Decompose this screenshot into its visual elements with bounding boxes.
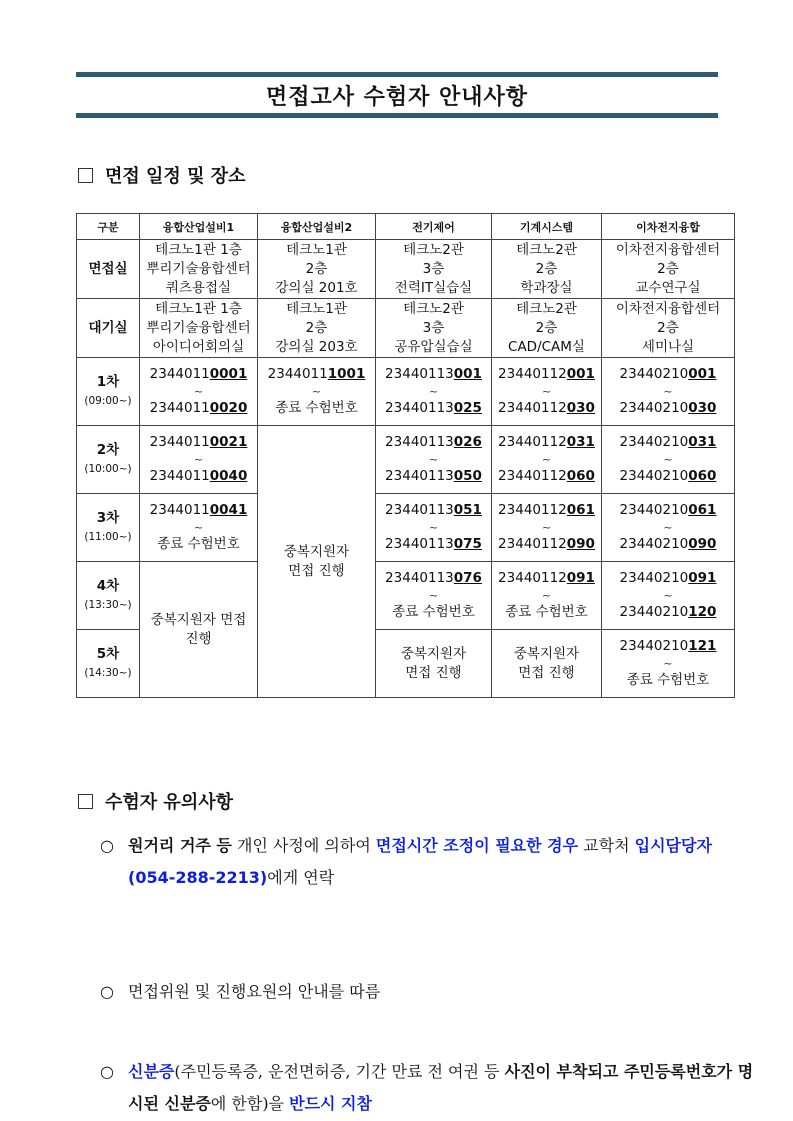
table-cell: 테크노2관 2층 CAD/CAM실 bbox=[492, 299, 602, 358]
range-cell: 23440112001 ~ 23440112030 bbox=[492, 358, 602, 426]
header-cell: 구분 bbox=[77, 214, 140, 240]
note-text: 에게 연락 bbox=[267, 868, 335, 887]
note-highlight: 신분증 bbox=[128, 1062, 175, 1081]
table-cell: 테크노2관 3층 전력IT실습실 bbox=[376, 240, 492, 299]
note-emphasis: 사진이 부착되고 주민등록번호가 명시된 신분증 bbox=[128, 1062, 754, 1113]
range-cell: 23440113076 ~ 종료 수험번호 bbox=[376, 562, 492, 630]
row-label: 면접실 bbox=[77, 240, 140, 299]
note-highlight: 반드시 지참 bbox=[289, 1094, 372, 1113]
table-cell: 테크노1관 1층 뿌리기술융합센터 쿼츠용접실 bbox=[140, 240, 258, 299]
header-cell: 기계시스템 bbox=[492, 214, 602, 240]
range-cell: 23440210061 ~ 23440210090 bbox=[602, 494, 735, 562]
note-text: 면접위원 및 진행요원의 안내를 따름 bbox=[128, 982, 381, 1001]
range-cell: 23440112031 ~ 23440112060 bbox=[492, 426, 602, 494]
table-row-slot-1 bbox=[77, 358, 735, 426]
table-cell: 테크노1관 2층 강의실 203호 bbox=[258, 299, 376, 358]
page-title: 면접고사 수험자 안내사항 bbox=[265, 85, 529, 110]
duplicate-applicant-cell: 중복지원자 면접 진행 bbox=[492, 630, 602, 698]
note-text: 개인 사정에 의하여 bbox=[231, 836, 376, 855]
section-heading-text: 면접 일정 및 장소 bbox=[105, 166, 246, 187]
schedule-table bbox=[76, 213, 735, 698]
header-cell: 전기제어 bbox=[376, 214, 492, 240]
note-highlight: 면접시간 조정이 필요한 경우 bbox=[375, 836, 579, 855]
note-text: 교학처 bbox=[578, 836, 635, 855]
slot-label: 1차 (09:00~) bbox=[77, 358, 140, 426]
range-cell: 23440112061 ~ 23440112090 bbox=[492, 494, 602, 562]
table-cell: 테크노2관 3층 공유압실습실 bbox=[376, 299, 492, 358]
duplicate-applicant-cell: 중복지원자 면접 진행 bbox=[376, 630, 492, 698]
note-text: (주민등록증, 운전면허증, 기간 만료 전 여권 등 bbox=[174, 1062, 505, 1081]
duplicate-applicant-cell: 중복지원자 면접 진행 bbox=[140, 562, 258, 698]
bullet-circle-icon: ○ bbox=[100, 1062, 114, 1081]
slot-label: 3차 (11:00~) bbox=[77, 494, 140, 562]
title-rule-bottom bbox=[76, 113, 718, 118]
range-cell: 23440110041 ~ 종료 수험번호 bbox=[140, 494, 258, 562]
checkbox-icon bbox=[78, 168, 93, 183]
range-cell: 23440113026 ~ 23440113050 bbox=[376, 426, 492, 494]
table-cell: 테크노2관 2층 학과장실 bbox=[492, 240, 602, 299]
range-cell: 23440113001 ~ 23440113025 bbox=[376, 358, 492, 426]
table-row-waiting-room bbox=[77, 299, 735, 358]
range-cell: 23440210031 ~ 23440210060 bbox=[602, 426, 735, 494]
table-cell: 이차전지융합센터 2층 교수연구실 bbox=[602, 240, 735, 299]
table-cell: 테크노1관 2층 강의실 201호 bbox=[258, 240, 376, 299]
bullet-circle-icon: ○ bbox=[100, 982, 114, 1001]
table-header-row bbox=[77, 214, 735, 240]
header-cell: 융합산업설비2 bbox=[258, 214, 376, 240]
range-cell: 23440112091 ~ 종료 수험번호 bbox=[492, 562, 602, 630]
slot-label: 4차 (13:30~) bbox=[77, 562, 140, 630]
range-cell: 23440110021 ~ 23440110040 bbox=[140, 426, 258, 494]
duplicate-applicant-cell: 중복지원자 면접 진행 bbox=[258, 426, 376, 698]
table-row-slot-2 bbox=[77, 426, 735, 494]
table-row-interview-room bbox=[77, 240, 735, 299]
range-cell: 23440210091 ~ 23440210120 bbox=[602, 562, 735, 630]
section-heading-text: 수험자 유의사항 bbox=[105, 792, 233, 813]
title-rule-top bbox=[76, 72, 718, 77]
range-cell: 23440210121 ~ 종료 수험번호 bbox=[602, 630, 735, 698]
note-item bbox=[100, 976, 758, 1008]
row-label: 대기실 bbox=[77, 299, 140, 358]
range-cell: 23440111001 ~ 종료 수험번호 bbox=[258, 358, 376, 426]
header-cell: 이차전지융합 bbox=[602, 214, 735, 240]
range-cell: 23440113051 ~ 23440113075 bbox=[376, 494, 492, 562]
section-heading-notes bbox=[78, 788, 233, 814]
slot-label: 2차 (10:00~) bbox=[77, 426, 140, 494]
checkbox-icon bbox=[78, 794, 93, 809]
table-row-slot-3 bbox=[77, 494, 735, 562]
note-item bbox=[100, 1056, 758, 1120]
range-cell: 23440110001 ~ 23440110020 bbox=[140, 358, 258, 426]
note-item bbox=[100, 830, 758, 894]
note-emphasis: 원거리 거주 등 bbox=[128, 836, 232, 855]
note-contact-highlight: 입시담당자(054-288-2213) bbox=[128, 836, 712, 887]
range-cell: 23440210001 ~ 23440210030 bbox=[602, 358, 735, 426]
slot-label: 5차 (14:30~) bbox=[77, 630, 140, 698]
note-text: 에 한함)을 bbox=[210, 1094, 290, 1113]
bullet-circle-icon: ○ bbox=[100, 836, 114, 855]
title-block bbox=[76, 72, 718, 118]
table-cell: 테크노1관 1층 뿌리기술융합센터 아이디어회의실 bbox=[140, 299, 258, 358]
header-cell: 융합산업설비1 bbox=[140, 214, 258, 240]
table-cell: 이차전지융합센터 2층 세미나실 bbox=[602, 299, 735, 358]
table-row-slot-4 bbox=[77, 562, 735, 630]
section-heading-schedule bbox=[78, 162, 246, 188]
